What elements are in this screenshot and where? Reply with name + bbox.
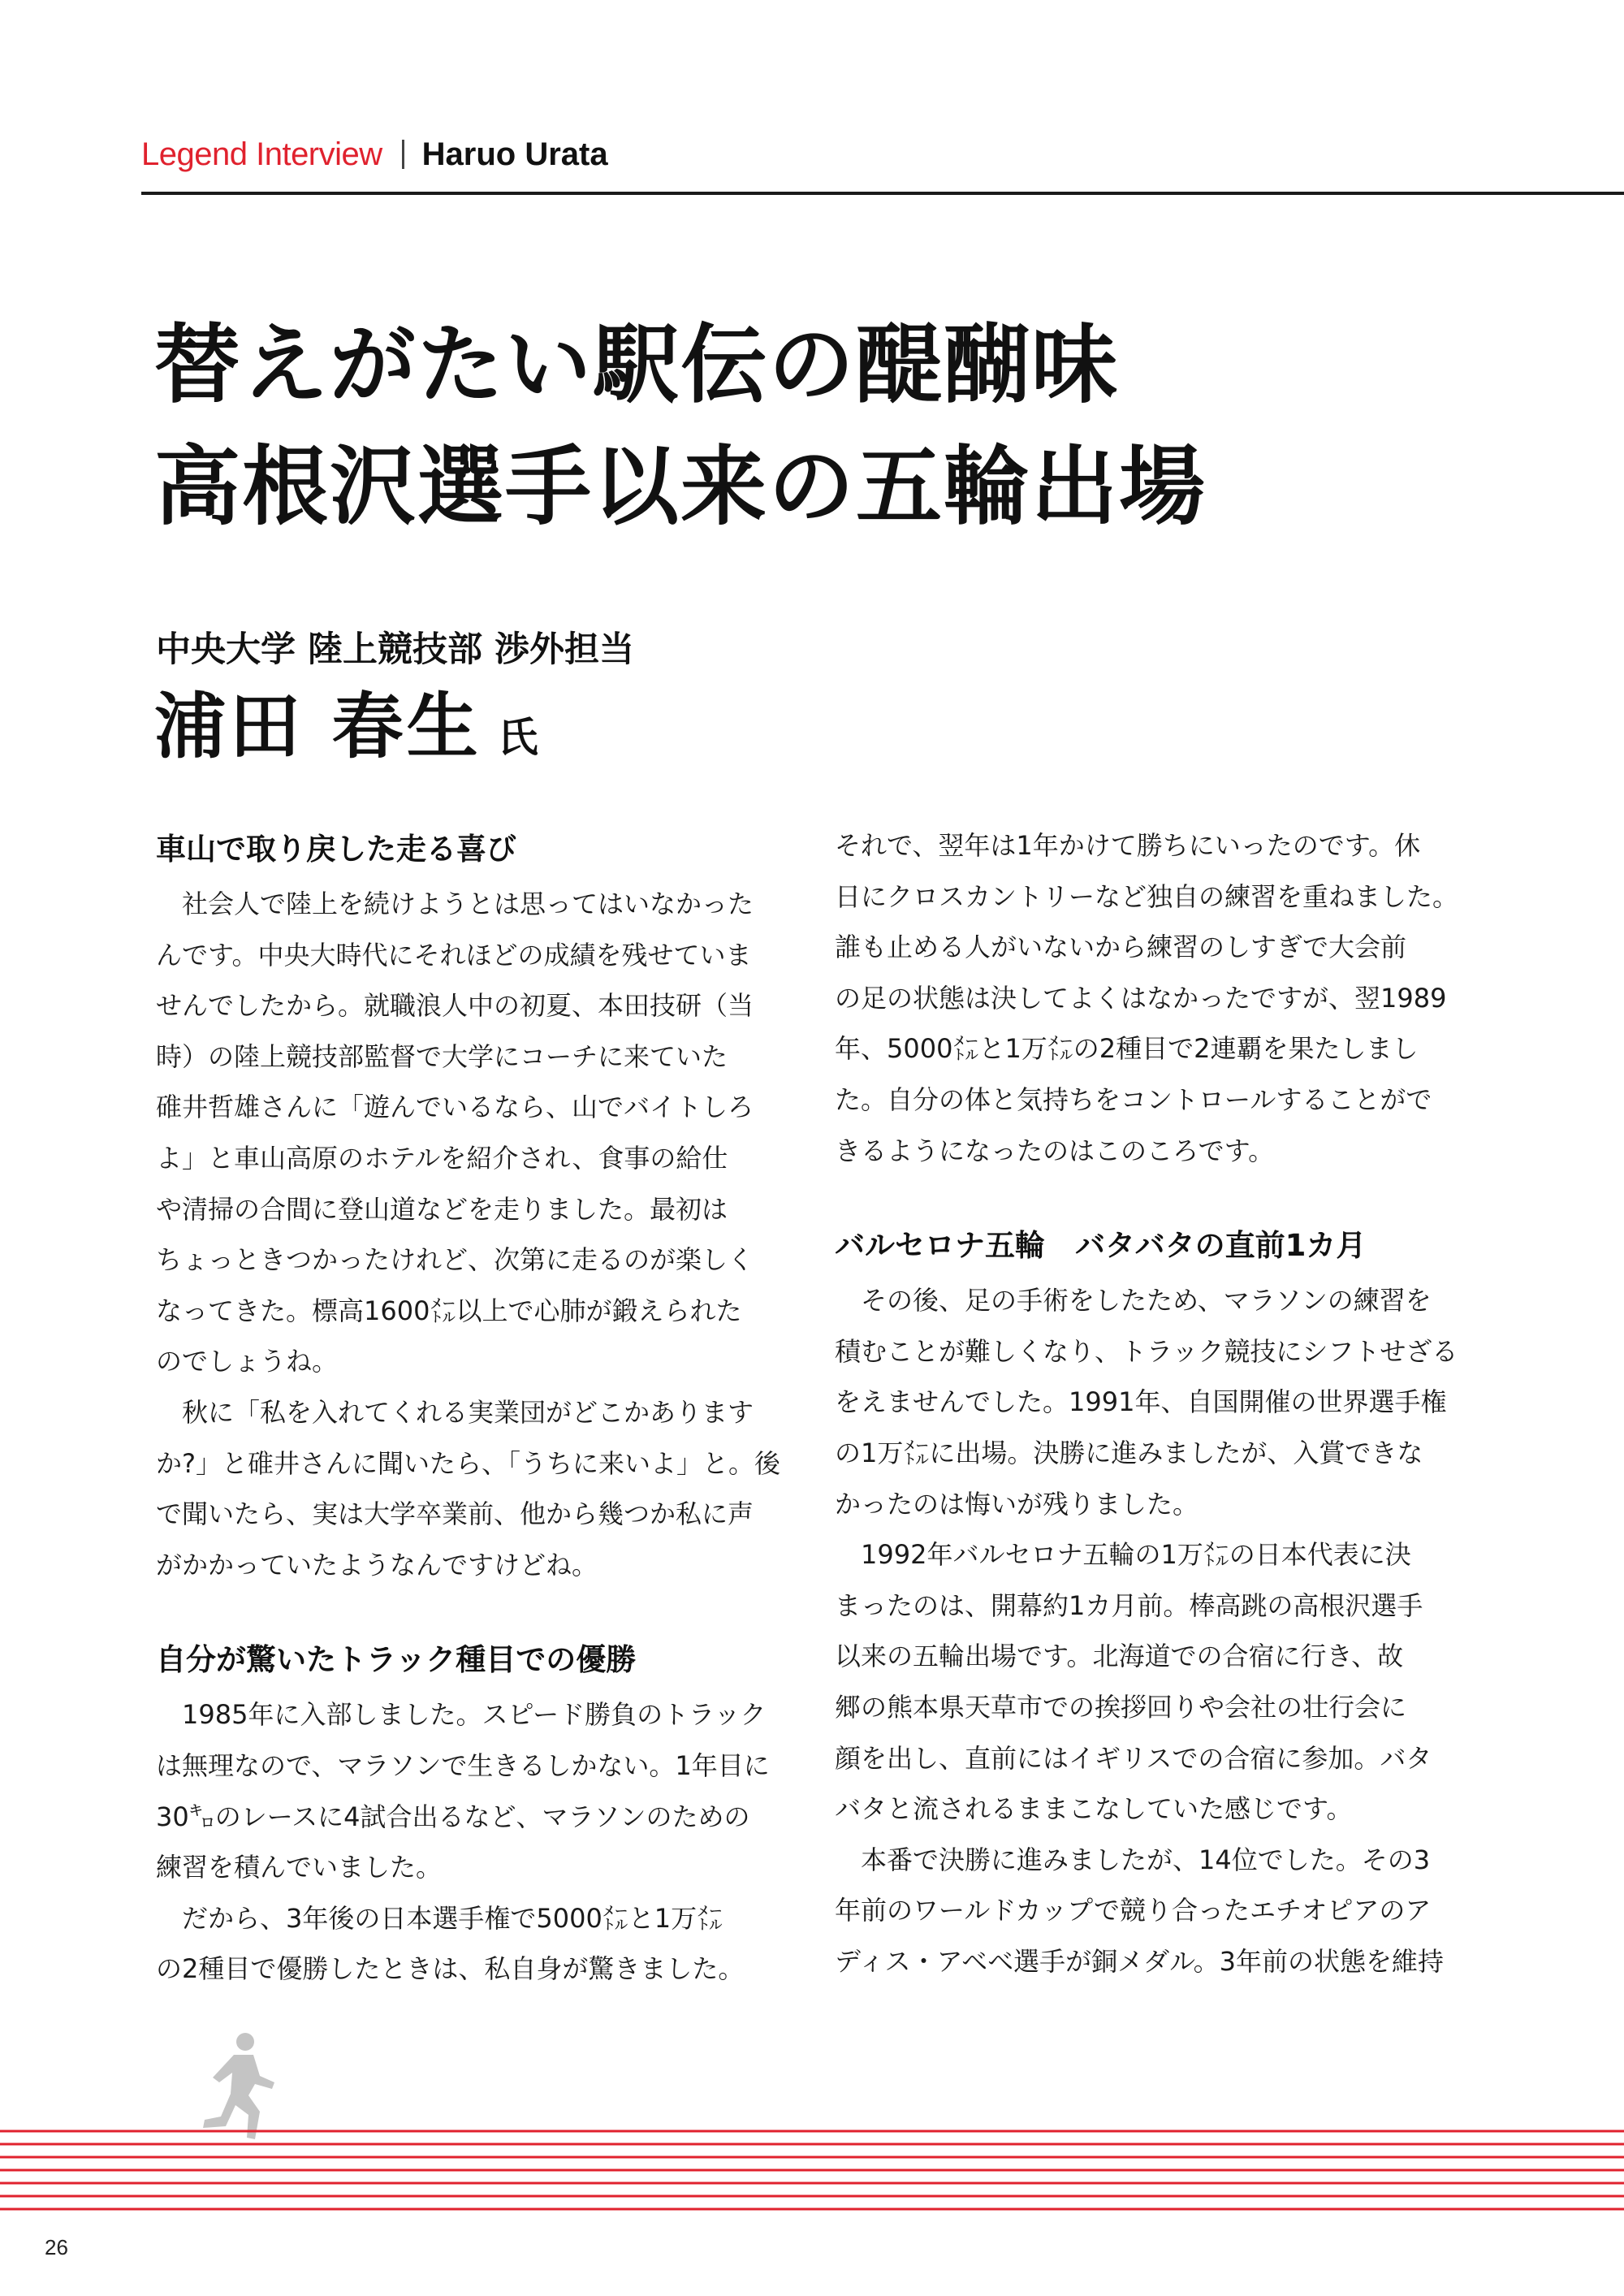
body-line: の足の状態は決してよくはなかったですが、翌1989: [835, 982, 1447, 1014]
body-line: の1万㍍に出場。決勝に進みましたが、入賞できな: [835, 1437, 1423, 1468]
body-line: がかかっていたようなんですけどね。: [156, 1549, 598, 1580]
body-line: 30㌔のレースに4試合出るなど、マラソンのための: [156, 1801, 750, 1832]
interviewee-byline: [154, 678, 538, 776]
body-line: は無理なので、マラソンで生きるしかない。1年目に: [156, 1749, 770, 1781]
body-line: 顔を出し、直前にはイギリスでの合宿に参加。バタ: [835, 1742, 1432, 1774]
body-line: をえませんでした。1991年、自国開催の世界選手権: [835, 1386, 1447, 1418]
title-line-1: 替えがたい駅伝の醍醐味: [154, 315, 1119, 415]
body-line: せんでしたから。就職浪人中の初夏、本田技研（当: [156, 990, 754, 1022]
section-body: [835, 820, 1468, 1176]
body-line: よ」と車山高原のホテルを紹介され、食事の給仕: [156, 1142, 728, 1174]
body-line: まったのは、開幕約1カ月前。棒高跳の高根沢選手: [835, 1589, 1423, 1621]
body-line: 以来の五輪出場です。北海道での合宿に行き、故: [835, 1641, 1404, 1672]
body-line: なってきた。標高1600㍍以上で心肺が鍛えられた: [156, 1295, 742, 1326]
body-line: 1985年に入部しました。スピード勝負のトラック: [156, 1699, 767, 1731]
body-line: 時）の陸上競技部監督で大学にコーチに来ていた: [156, 1040, 728, 1072]
body-line: だから、3年後の日本選手権で5000㍍と1万㍍: [156, 1902, 723, 1934]
section-heading: 車山で取り戻した走る喜び: [156, 832, 516, 867]
header-person-name: Haruo Urata: [421, 136, 608, 172]
header-rule: [141, 192, 1624, 195]
series-label: Legend Interview: [141, 136, 382, 172]
title-line-2: 高根沢選手以来の五輪出場: [154, 437, 1207, 537]
body-line: 1992年バルセロナ五輪の1万㍍の日本代表に決: [835, 1539, 1411, 1571]
body-line: 誰も止める人がいないから練習のしすぎで大会前: [835, 932, 1407, 963]
interviewee-affiliation: 中央大学 陸上競技部 渉外担当: [156, 629, 634, 670]
body-line: 日にクロスカントリーなど独自の練習を重ねました。: [835, 880, 1459, 912]
section-spacer: [835, 1176, 1468, 1217]
body-line: 秋に「私を入れてくれる実業団がどこかあります: [156, 1396, 754, 1428]
interviewee-name: 浦田 春生: [154, 685, 482, 768]
body-line: 年、5000㍍と1万㍍の2種目で2連覇を果たしまし: [835, 1033, 1419, 1065]
section-body: [156, 879, 789, 1590]
body-line: バタと流されるままこなしていた感じです。: [835, 1793, 1353, 1825]
left-column: [156, 820, 789, 1995]
body-line: んです。中央大時代にそれほどの成績を残せていま: [156, 939, 752, 971]
body-line: きるようになったのはこのころです。: [835, 1135, 1275, 1166]
interviewee-honorific: 氏: [497, 714, 538, 761]
section-heading: バルセロナ五輪 バタバタの直前1カ月: [835, 1228, 1367, 1264]
body-line: 本番で決勝に進みましたが、14位でした。その3: [835, 1844, 1431, 1875]
body-line: た。自分の体と気持ちをコントロールすることがで: [835, 1083, 1432, 1115]
body-line: のでしょうね。: [156, 1346, 339, 1377]
body-line: かったのは悔いが残りました。: [835, 1488, 1199, 1520]
body-line: 積むことが難しくなり、トラック競技にシフトせざる: [835, 1335, 1458, 1367]
body-line: ディス・アベベ選手が銅メダル。3年前の状態を維持: [835, 1945, 1444, 1977]
section-body: [835, 1275, 1468, 1987]
body-line: 郷の熊本県天草市での挨拶回りや会社の壮行会に: [835, 1691, 1407, 1723]
section-heading: 自分が驚いたトラック種目での優勝: [156, 1642, 637, 1678]
body-line: で聞いたら、実は大学卒業前、他から幾つか私に声: [156, 1498, 754, 1530]
right-column: [835, 820, 1468, 1987]
body-line: か?」と碓井さんに聞いたら、「うちに来いよ」と。後: [156, 1447, 780, 1479]
page-number: 26: [45, 2235, 68, 2259]
body-line: の2種目で優勝したときは、私自身が驚きました。: [156, 1953, 745, 1985]
body-line: 碓井哲雄さんに「遊んでいるなら、山でバイトしろ: [156, 1092, 754, 1123]
running-header: [141, 130, 608, 179]
body-line: や清掃の合間に登山道などを走りました。最初は: [156, 1193, 728, 1225]
section-body: [156, 1689, 789, 1995]
body-line: ちょっときつかったけれど、次第に走るのが楽しく: [156, 1244, 754, 1276]
body-line: 練習を積んでいました。: [156, 1852, 443, 1883]
header-divider: [402, 140, 404, 169]
body-line: それで、翌年は1年かけて勝ちにいったのです。休: [835, 830, 1421, 861]
article-title: [154, 305, 1535, 548]
track-lines-decoration: [0, 2128, 1624, 2217]
body-line: 社会人で陸上を続けようとは思ってはいなかった: [156, 889, 754, 919]
section-spacer: [156, 1590, 789, 1631]
body-line: 年前のワールドカップで競り合ったエチオピアのア: [835, 1895, 1432, 1926]
body-line: その後、足の手術をしたため、マラソンの練習を: [835, 1285, 1432, 1317]
